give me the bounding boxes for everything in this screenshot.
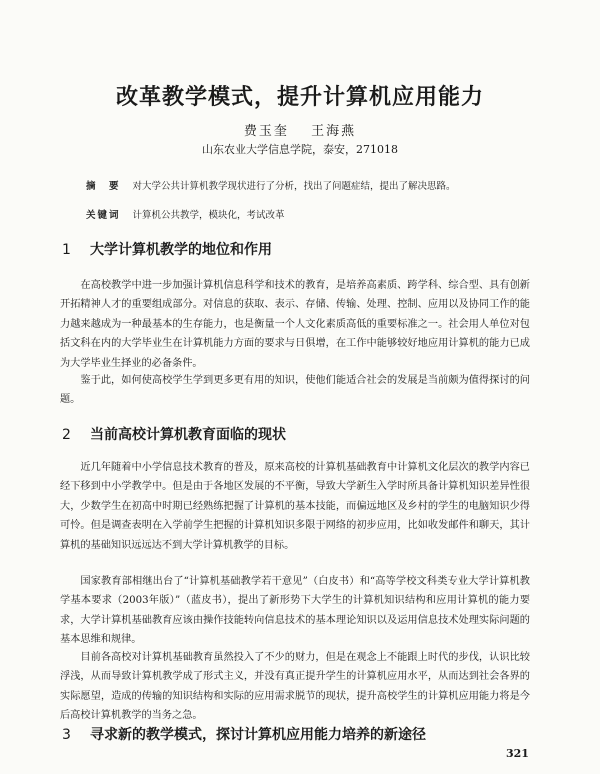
section-1-paragraph-1: 在高校教学中进一步加强计算机信息科学和技术的教育，是培养高素质、跨学科、综合型、具有创新开拓精神人才的重要组成部分。对信息的获取、表示、存储、传输、处理、控制、应用以及协同工作的能力越来越成为一种最基本的生存能力，也是衡量一个人文化素质高低的重要标准之一。社会用人单位对包括文科在内的大学毕业生在计算机能力方面的要求与日俱增，在工作中能够较好地应用计算机的能力已成为大学毕业生择业的必备条件。 — [60, 280, 530, 369]
section-number-2: 2 — [62, 427, 71, 443]
section-1-paragraph-2: 鉴于此，如何使高校学生学到更多更有用的知识，使他们能适合社会的发展是当前颇为值得探讨的问题。 — [60, 375, 530, 406]
paper-title: 改革教学模式，提升计算机应用能力 — [115, 85, 484, 110]
section-title-1: 大学计算机教学的地位和作用 — [90, 242, 272, 258]
section-number-1: 1 — [62, 242, 71, 258]
section-heading-3 — [62, 724, 562, 744]
section-2-paragraph-3: 目前各高校对计算机基础教育虽然投入了不少的财力，但是在观念上不能跟上时代的步伐，认识比较浮浅，从而导致计算机教学成了形式主义，并没有真正提升学生的计算机应用水平，从而达到社会各界的实际愿望，造成的传输的知识结构和实际的应用需求脱节的现状，提升高校学生的计算机应用能力将是今后高校计算机教学的当务之急。 — [60, 652, 530, 722]
abstract-text: 对大学公共计算机教学现状进行了分析，找出了问题症结，提出了解决思路。 — [132, 181, 456, 192]
author-1: 费玉奎 — [243, 124, 289, 139]
section-title-3: 寻求新的教学模式，探讨计算机应用能力培养的新途径 — [90, 727, 426, 743]
authors — [0, 120, 600, 139]
affiliation: 山东农业大学信息学院，泰安，271018 — [202, 143, 398, 156]
section-heading-2 — [62, 424, 562, 444]
keywords-text: 计算机公共教学，模块化，考试改革 — [132, 210, 285, 221]
section-number-3: 3 — [62, 727, 71, 743]
author-2: 王海燕 — [311, 124, 357, 139]
section-heading-1 — [62, 239, 562, 259]
section-2-paragraph-2: 国家教育部相继出台了“计算机基础教学若干意见”（白皮书）和“高等学校文科类专业大学计算机教学基本要求（2003年版）”（蓝皮书），提出了新形势下大学生的计算机知识结构和应用计算机的能力要求，大学计算机基础教育应该由操作技能转向信息技术的基本理论知识以及运用信息技术处理实际问题的基本思维和规律。 — [60, 576, 530, 646]
page-number: 321 — [506, 747, 529, 760]
abstract-label: 摘 要 — [86, 181, 121, 192]
abstract — [86, 178, 556, 192]
keywords — [86, 207, 556, 221]
section-title-2: 当前高校计算机教育面临的现状 — [90, 427, 286, 443]
section-2-paragraph-1: 近几年随着中小学信息技术教育的普及，原来高校的计算机基础教育中计算机文化层次的教学内容已经下移到中小学教学中。但是由于各地区发展的不平衡，导致大学新生入学时所具备计算机知识差异性很大，少数学生在初高中时期已经熟练把握了计算机的基本技能，而偏远地区及乡村的学生的电脑知识少得可怜。但是调查表明在入学前学生把握的计算机知识多限于网络的初步应用，比如收发邮件和聊天，其计算机的基础知识远远达不到大学计算机教学的目标。 — [60, 462, 530, 551]
keywords-label: 关键词 — [86, 210, 121, 221]
